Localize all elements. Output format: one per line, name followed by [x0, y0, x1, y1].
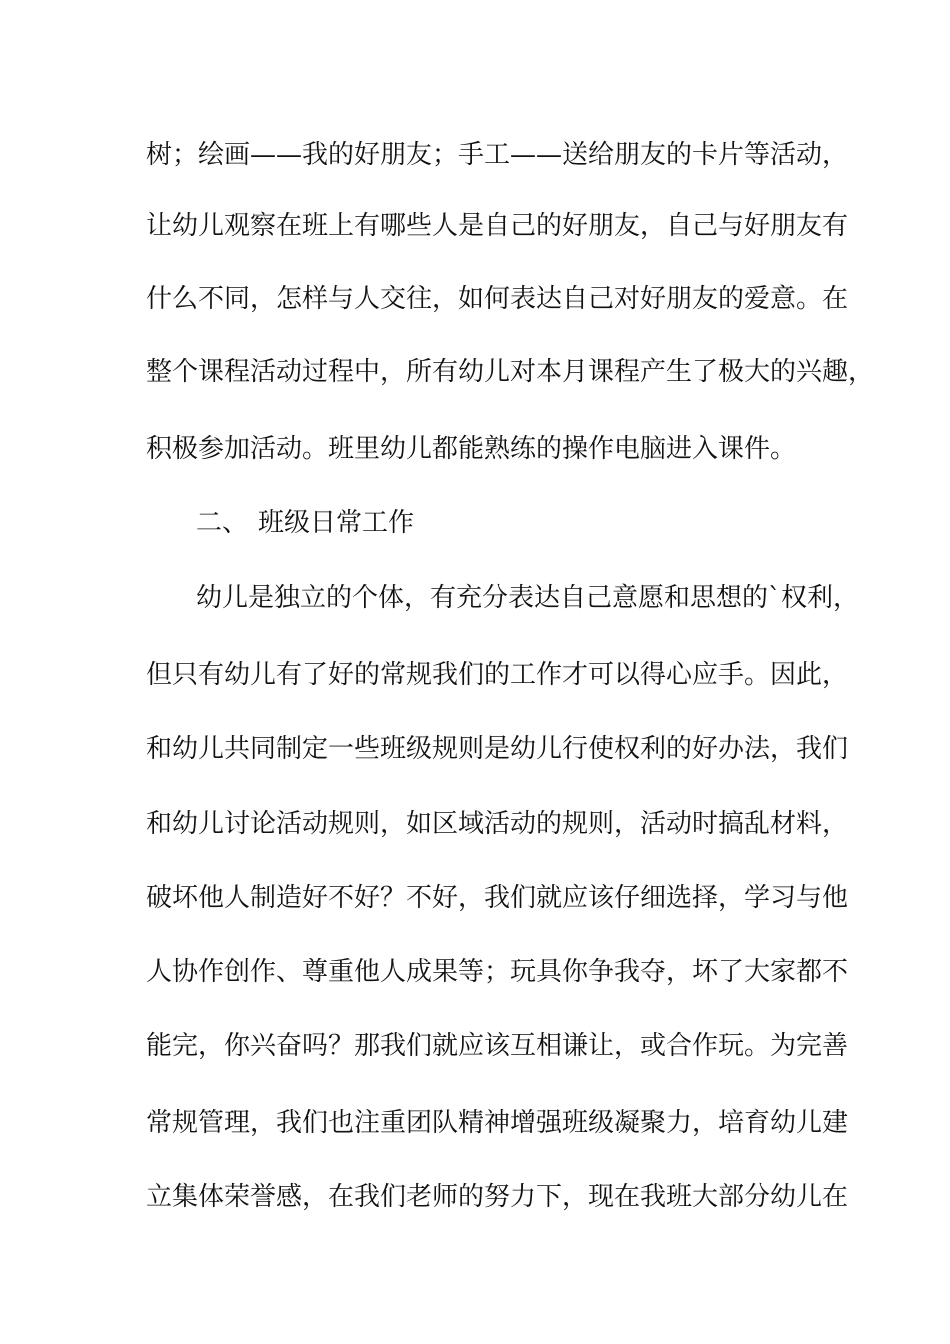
text-line: 常规管理，我们也注重团队精神增强班级凝聚力，培育幼儿建: [146, 1108, 849, 1138]
text-line: 和幼儿共同制定一些班级规则是幼儿行使权利的好办法，我们: [146, 734, 849, 764]
section-title: 班级日常工作: [258, 508, 415, 538]
section-number: 二、: [196, 508, 249, 538]
text-line: 和幼儿讨论活动规则，如区域活动的规则，活动时搞乱材料，: [146, 809, 849, 839]
text-line: 能完，你兴奋吗？那我们就应该互相谦让，或合作玩。为完善: [146, 1031, 849, 1061]
text-line: 树；绘画——我的好朋友；手工——送给朋友的卡片等活动，: [146, 140, 849, 170]
text-line: 破坏他人制造好不好？不好，我们就应该仔细选择，学习与他: [146, 883, 849, 913]
text-line: 立集体荣誉感，在我们老师的努力下，现在我班大部分幼儿在: [146, 1182, 849, 1212]
text-line: 什么不同，怎样与人交往，如何表达自己对好朋友的爱意。在: [146, 284, 849, 314]
text-line: 人协作创作、尊重他人成果等；玩具你争我夺，坏了大家都不: [146, 957, 849, 987]
text-line: 幼儿是独立的个体，有充分表达自己意愿和思想的`权利，: [196, 583, 860, 613]
section-heading: [196, 503, 876, 543]
text-line: 整个课程活动过程中，所有幼儿对本月课程产生了极大的兴趣，: [146, 357, 875, 387]
text-line: 积极参加活动。班里幼儿都能熟练的操作电脑进入课件。: [146, 434, 797, 464]
text-line: 让幼儿观察在班上有哪些人是自己的好朋友，自己与好朋友有: [146, 211, 849, 241]
text-line: 但只有幼儿有了好的常规我们的工作才可以得心应手。因此，: [146, 660, 849, 690]
